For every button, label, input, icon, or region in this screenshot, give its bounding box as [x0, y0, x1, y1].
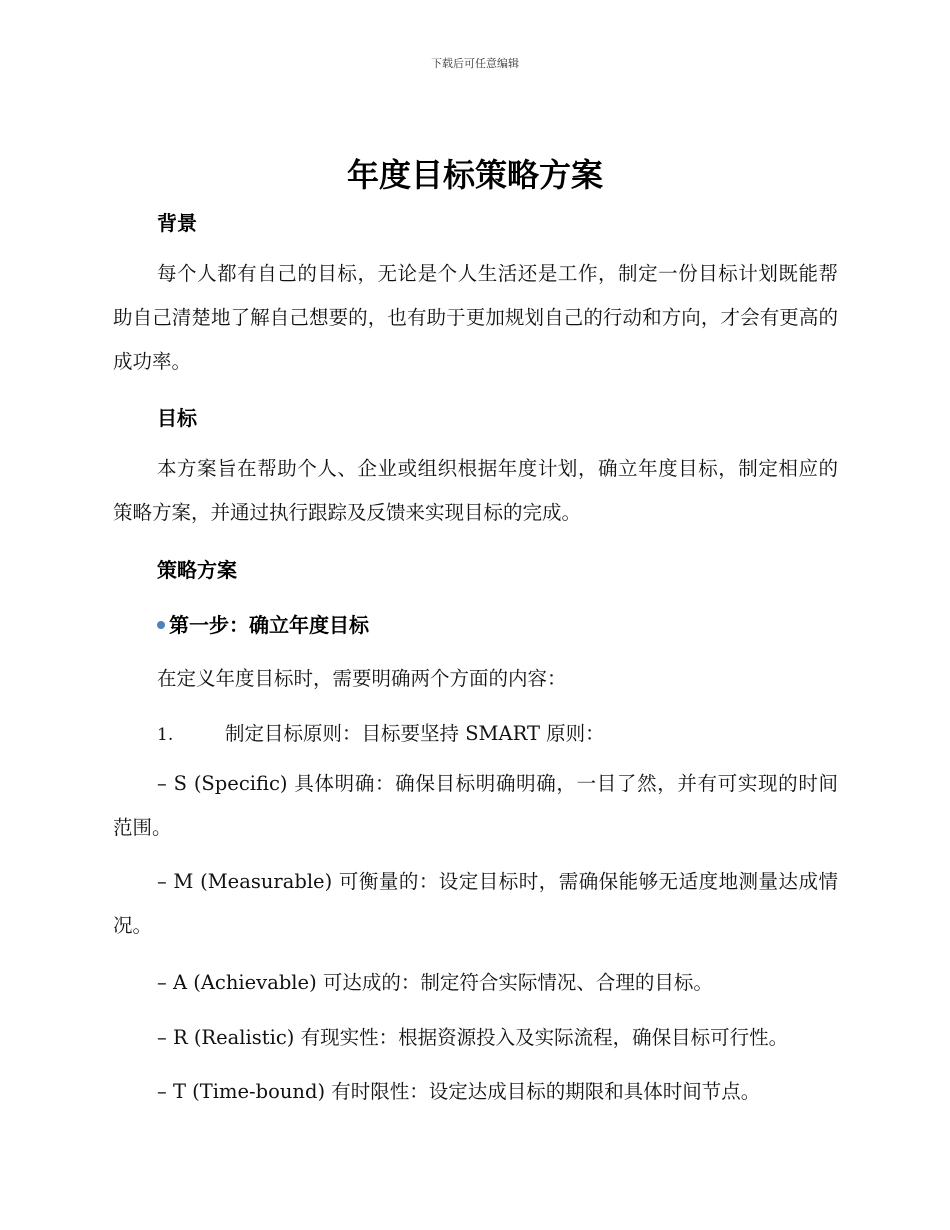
smart-item-s: – S (Specific) 具体明确：确保目标明确明确，一目了然，并有可实现的时间范围。 — [113, 772, 838, 839]
smart-item-t: – T (Time-bound) 有时限性：设定达成目标的期限和具体时间节点。 — [157, 1080, 761, 1103]
smart-item-r: – R (Realistic) 有现实性：根据资源投入及实际流程，确保目标可行性。 — [157, 1026, 789, 1049]
section-heading-strategy: 策略方案 — [157, 558, 237, 582]
list-item-1 — [157, 718, 605, 746]
strategy-intro: 在定义年度目标时，需要明确两个方面的内容： — [157, 667, 567, 690]
document-title: 年度目标策略方案 — [346, 156, 603, 194]
list-item-text: 制定目标原则：目标要坚持 SMART 原则： — [225, 722, 605, 745]
smart-item-a: – A (Achievable) 可达成的：制定符合实际情况、合理的目标。 — [157, 971, 713, 994]
section-heading-background: 背景 — [157, 211, 197, 235]
background-paragraph: 每个人都有自己的目标，无论是个人生活还是工作，制定一份目标计划既能帮助自己清楚地了解自己想要的，也有助于更加规划自己的行动和方向，才会有更高的成功率。 — [113, 262, 838, 373]
list-item-number: 1. — [157, 725, 174, 745]
bullet-dot-icon — [157, 621, 165, 629]
step1-heading-text: 第一步：确立年度目标 — [169, 613, 369, 637]
step1-heading — [157, 609, 369, 638]
page-header-note: 下载后可任意编辑 — [431, 57, 519, 70]
smart-item-m: – M (Measurable) 可衡量的：设定目标时，需确保能够无适度地测量达成情况。 — [113, 870, 838, 937]
goal-paragraph: 本方案旨在帮助个人、企业或组织根据年度计划，确立年度目标，制定相应的策略方案，并通过执行跟踪及反馈来实现目标的完成。 — [113, 457, 838, 524]
section-heading-goal: 目标 — [157, 406, 197, 430]
